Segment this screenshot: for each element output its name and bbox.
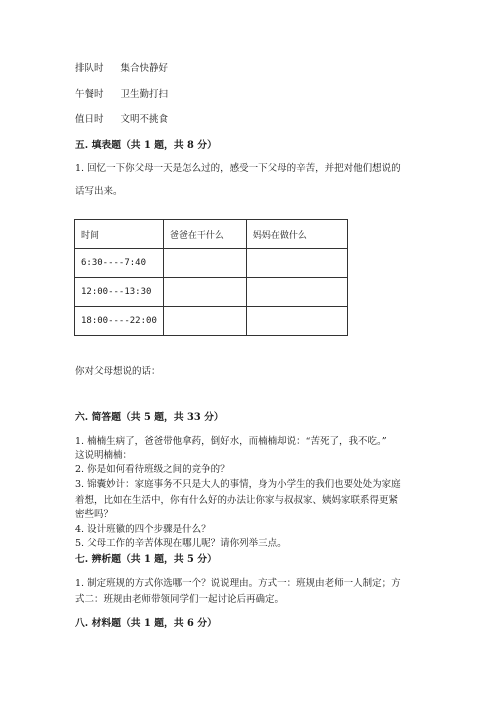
- table-row: [75, 307, 348, 336]
- duty-when: 排队时: [75, 63, 104, 74]
- section-heading-fill-table: 五. 填表题（共 1 题，共 8 分）: [75, 140, 217, 151]
- table-row: [75, 278, 348, 307]
- question-line: 1. 楠楠生病了，爸爸带他拿药，倒好水，而楠楠却说：“苦死了，我不吃。”: [75, 436, 387, 447]
- section-heading-short-answer: 六. 简答题（共 5 题，共 33 分）: [75, 412, 224, 423]
- answer-cell-dad[interactable]: [163, 307, 246, 336]
- question-line: 4. 设计班徽的四个步骤是什么？: [75, 524, 211, 535]
- table-header-cell: 爸爸在干什么: [163, 220, 246, 249]
- question-line: 2. 你是如何看待班级之间的竞争的？: [75, 464, 230, 475]
- question-line: 密些吗？: [75, 509, 114, 520]
- answer-cell-mom[interactable]: [246, 278, 347, 307]
- time-cell: 18:00----22:00: [75, 307, 164, 336]
- parents-message-prompt: 你对父母想说的话：: [75, 366, 161, 377]
- duty-what: 集合快静好: [120, 63, 169, 74]
- duty-line-1: [75, 60, 168, 74]
- question-line: 3. 锦囊妙计：家庭事务不只是大人的事情，身为小学生的我们也要处处为家庭: [75, 479, 401, 490]
- table-header-row: [75, 220, 348, 249]
- duty-line-3: [75, 111, 168, 125]
- section-heading-analysis: 七. 辨析题（共 1 题，共 5 分）: [75, 554, 217, 565]
- duty-when: 值日时: [75, 114, 104, 125]
- duty-when: 午餐时: [75, 89, 104, 100]
- question-line: 着想，比如在生活中，你有什么好的办法让你家与叔叔家、姨妈家联系得更紧: [75, 495, 399, 506]
- answer-cell-dad[interactable]: [163, 249, 246, 278]
- duty-line-2: [75, 86, 168, 100]
- time-cell: 12:00---13:30: [75, 278, 164, 307]
- question-text-cont: 话写出来。: [75, 186, 123, 197]
- question-line: 5. 父母工作的辛苦体现在哪儿呢？请你列举三点。: [75, 538, 287, 549]
- table-header-cell: 妈妈在做什么: [246, 220, 347, 249]
- section-heading-material: 八. 材料题（共 1 题，共 6 分）: [75, 618, 217, 629]
- answer-cell-mom[interactable]: [246, 249, 347, 278]
- question-line: 式二：班规由老师带领同学们一起讨论后再确定。: [75, 594, 285, 605]
- parents-day-table: [74, 219, 348, 336]
- question-line: 这说明楠楠：: [75, 450, 133, 461]
- table-row: [75, 249, 348, 278]
- time-cell: 6:30----7:40: [75, 249, 164, 278]
- table-header-cell: 时间: [75, 220, 164, 249]
- duty-what: 卫生勤打扫: [120, 89, 169, 100]
- answer-cell-mom[interactable]: [246, 307, 347, 336]
- duty-what: 文明不挑食: [120, 114, 169, 125]
- question-line: 1. 制定班规的方式你选哪一个？说说理由。方式一：班规由老师一人制定；方: [75, 578, 401, 589]
- answer-cell-dad[interactable]: [163, 278, 246, 307]
- question-text: 1. 回忆一下你父母一天是怎么过的，感受一下父母的辛苦，并把对他们想说的: [75, 163, 401, 174]
